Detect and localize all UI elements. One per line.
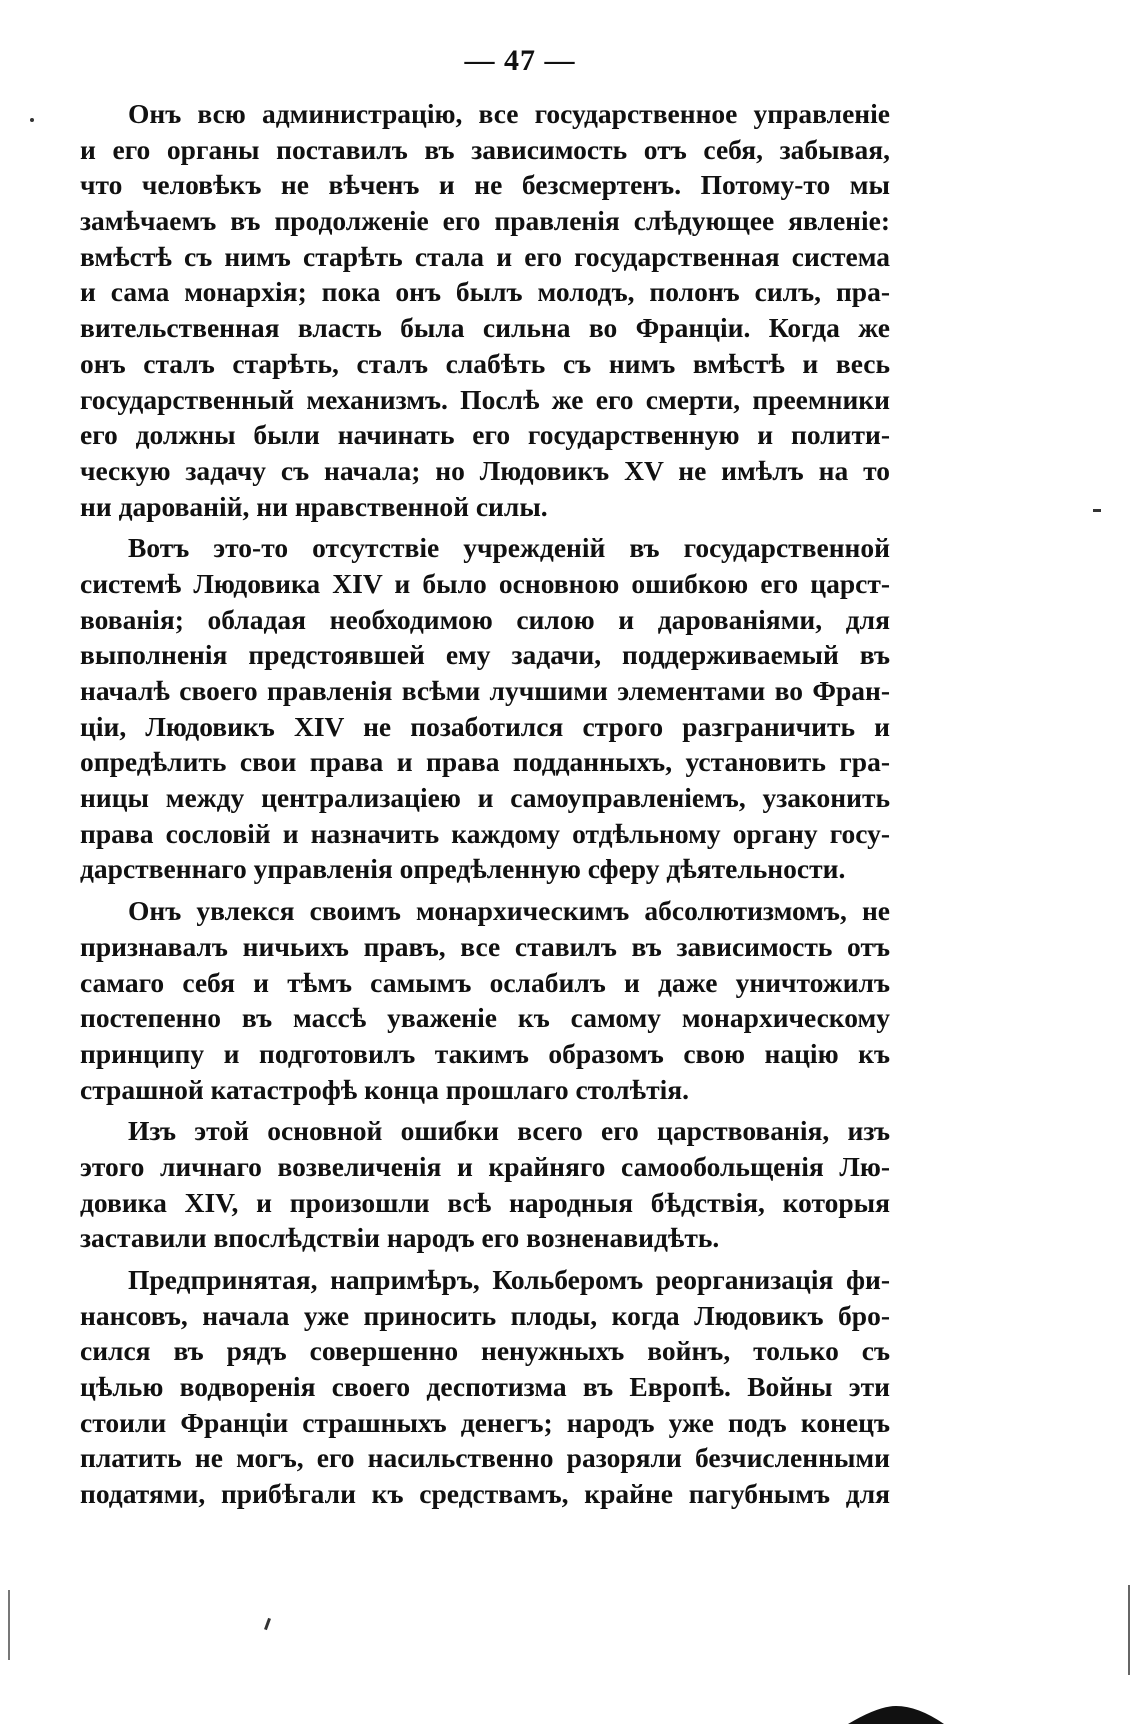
scan-speck — [30, 118, 34, 122]
paragraph-1 — [80, 96, 890, 524]
paragraph-3 — [80, 893, 890, 1107]
text-line: ницы между централизаціею и самоуправленіемъ, узаконить — [80, 782, 890, 814]
text-line: дарственнаго управленія опредѣленную сферу дѣятельности. — [80, 853, 846, 885]
text-line: заставили впослѣдствіи народъ его возненавидѣть. — [80, 1222, 720, 1254]
text-line: вмѣстѣ съ нимъ старѣть стала и его государственная система — [80, 240, 890, 272]
text-line: ческую задачу съ начала; но Людовикъ XV не имѣлъ на то — [80, 454, 890, 486]
text-line: постепенно въ массѣ уваженіе къ самому монархическому — [80, 1002, 890, 1034]
page-edge-line — [1128, 1585, 1130, 1675]
body-text — [80, 96, 890, 1518]
text-line: права сословій и назначить каждому отдѣльному органу госу- — [80, 817, 890, 849]
text-line: Онъ всю администрацію, все государственное управленіе — [128, 98, 890, 129]
text-line: и его органы поставилъ въ зависимость отъ себя, забывая, — [80, 133, 890, 165]
text-line: платить не могъ, его насильственно разоряли безчисленными — [80, 1442, 890, 1474]
paragraph-4 — [80, 1113, 890, 1256]
text-line: довика XIV, и произошли всѣ народныя бѣдствія, которыя — [80, 1186, 890, 1218]
text-line: вительственная власть была сильна во Франціи. Когда же — [80, 312, 890, 344]
text-line: признавалъ ничьихъ правъ, все ставилъ въ зависимость отъ — [80, 930, 890, 962]
text-line: страшной катастрофѣ конца прошлаго столѣтія. — [80, 1073, 690, 1105]
text-line: онъ сталъ старѣть, сталъ слабѣть съ нимъ вмѣстѣ и весь — [80, 347, 890, 379]
paragraph-5 — [80, 1262, 890, 1512]
text-line: податями, прибѣгали къ средствамъ, крайне пагубнымъ для — [80, 1478, 890, 1510]
text-line: цѣлью водворенія своего деспотизма въ Европѣ. Войны эти — [80, 1371, 890, 1403]
text-line: системѣ Людовика XIV и было основною ошибкою его царст- — [80, 567, 890, 599]
page-edge-line-left — [8, 1590, 10, 1660]
text-line: Изъ этой основной ошибки всего его царствованія, изъ — [128, 1115, 890, 1147]
text-line: нансовъ, начала уже приносить плоды, когда Людовикъ бро- — [80, 1299, 890, 1331]
scan-tick-mark — [264, 1618, 271, 1630]
text-line: ціи, Людовикъ XIV не позаботился строго разграничить и — [80, 710, 890, 742]
text-line: опредѣлить свои права и права подданныхъ, установить гра- — [80, 746, 890, 778]
text-line: ни дарованій, ни нравственной силы. — [80, 490, 548, 522]
text-line: стоили Франціи страшныхъ денегъ; народъ уже подъ конецъ — [80, 1406, 890, 1438]
text-line: Предпринятая, напримѣръ, Кольберомъ реорганизація фи- — [128, 1264, 890, 1295]
text-line: этого личнаго возвеличенія и крайняго самообольщенія Лю- — [80, 1150, 890, 1182]
text-line: выполненія предстоявшей ему задачи, поддерживаемый въ — [80, 639, 890, 671]
text-line: началѣ своего правленія всѣми лучшими элементами во Фран- — [80, 675, 890, 706]
scan-dash-mark — [1093, 509, 1101, 512]
page-number: — 47 — — [464, 44, 576, 77]
text-line: сился въ рядъ совершенно ненужныхъ войнъ, только съ — [80, 1335, 890, 1367]
text-line: Вотъ это-то отсутствіе учрежденій въ государственной — [128, 532, 890, 564]
text-line: и сама монархія; пока онъ былъ молодъ, полонъ силъ, пра- — [80, 276, 890, 308]
text-line: замѣчаемъ въ продолженіе его правленія слѣдующее явленіе: — [80, 205, 890, 237]
paragraph-2 — [80, 530, 890, 887]
ink-smudge — [848, 1704, 944, 1726]
text-line: вованія; обладая необходимою силою и дарованіями, для — [80, 603, 890, 635]
text-line: его должны были начинать его государственную и полити- — [80, 419, 890, 451]
text-line: государственный механизмъ. Послѣ же его смерти, преемники — [80, 383, 890, 415]
text-line: принципу и подготовилъ такимъ образомъ свою націю къ — [80, 1037, 890, 1069]
text-line: Онъ увлекся своимъ монархическимъ абсолютизмомъ, не — [128, 895, 890, 927]
text-line: что человѣкъ не вѣченъ и не безсмертенъ. Потому-то мы — [80, 169, 890, 201]
text-line: самаго себя и тѣмъ самымъ ослабилъ и даже уничтожилъ — [80, 966, 890, 998]
